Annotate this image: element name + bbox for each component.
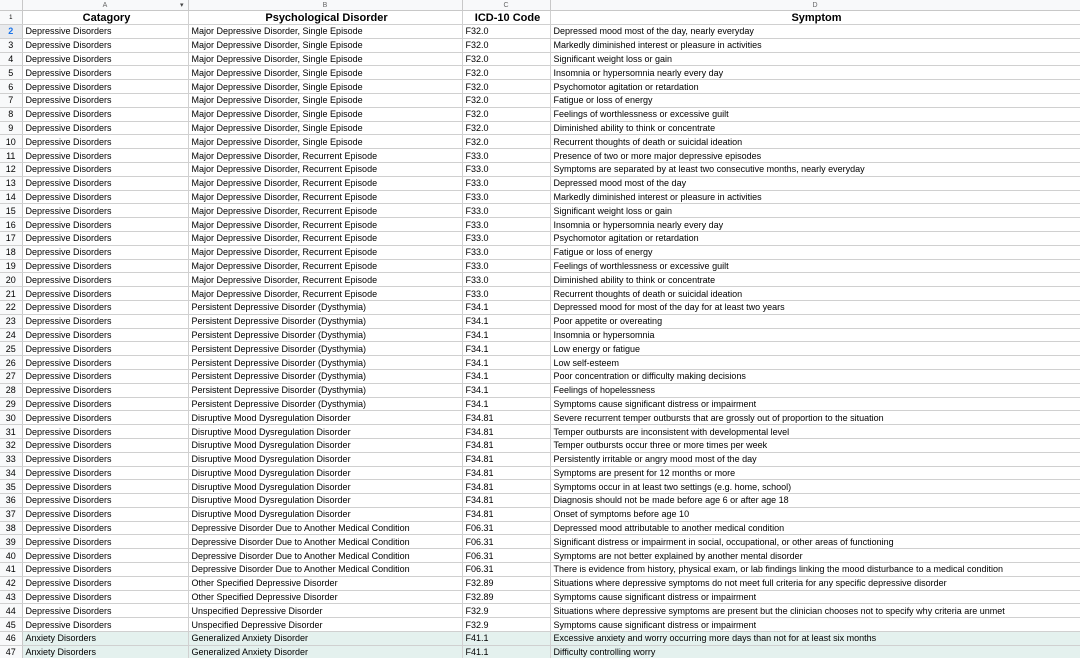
row-number[interactable]: 32 [0, 438, 22, 452]
cell-disorder[interactable]: Unspecified Depressive Disorder [188, 604, 462, 618]
table-row [0, 452, 1080, 466]
cell-category[interactable]: Anxiety Disorders [22, 645, 188, 658]
row-number[interactable]: 25 [0, 342, 22, 356]
cell-symptom[interactable]: Recurrent thoughts of death or suicidal ideation [550, 287, 1080, 301]
table-row [0, 204, 1080, 218]
row-number[interactable]: 10 [0, 135, 22, 149]
cell-symptom[interactable]: Fatigue or loss of energy [550, 245, 1080, 259]
cell-category[interactable]: Depressive Disorders [22, 204, 188, 218]
cell-category[interactable]: Depressive Disorders [22, 314, 188, 328]
cell-symptom[interactable]: Significant weight loss or gain [550, 52, 1080, 66]
cell-category[interactable]: Depressive Disorders [22, 521, 188, 535]
table-row [0, 176, 1080, 190]
cell-disorder[interactable]: Disruptive Mood Dysregulation Disorder [188, 507, 462, 521]
cell-symptom[interactable]: Feelings of hopelessness [550, 383, 1080, 397]
header-cell-category[interactable]: Catagory [22, 11, 188, 25]
table-row [0, 632, 1080, 646]
cell-disorder[interactable]: Disruptive Mood Dysregulation Disorder [188, 480, 462, 494]
cell-symptom[interactable]: Situations where depressive symptoms are present but the clinician chooses not to specify why criteria are unmet [550, 604, 1080, 618]
cell-code[interactable]: F32.0 [462, 52, 550, 66]
cell-code[interactable]: F34.1 [462, 300, 550, 314]
column-letter: B [322, 1, 328, 9]
row-number[interactable]: 12 [0, 162, 22, 176]
cell-category[interactable]: Depressive Disorders [22, 411, 188, 425]
table-row [0, 25, 1080, 39]
cell-code[interactable]: F33.0 [462, 259, 550, 273]
cell-code[interactable]: F33.0 [462, 245, 550, 259]
row-number[interactable]: 38 [0, 521, 22, 535]
cell-code[interactable]: F34.1 [462, 369, 550, 383]
column-header-c[interactable] [462, 0, 550, 11]
cell-code[interactable]: F34.81 [462, 480, 550, 494]
cell-symptom[interactable]: Symptoms are not better explained by another mental disorder [550, 549, 1080, 563]
table-row [0, 411, 1080, 425]
cell-category[interactable]: Anxiety Disorders [22, 632, 188, 646]
row-number[interactable]: 2 [0, 25, 22, 39]
cell-disorder[interactable]: Depressive Disorder Due to Another Medical Condition [188, 549, 462, 563]
cell-disorder[interactable]: Persistent Depressive Disorder (Dysthymia) [188, 342, 462, 356]
cell-category[interactable]: Depressive Disorders [22, 563, 188, 577]
cell-disorder[interactable]: Disruptive Mood Dysregulation Disorder [188, 466, 462, 480]
row-number[interactable]: 20 [0, 273, 22, 287]
cell-disorder[interactable]: Major Depressive Disorder, Single Episode [188, 38, 462, 52]
cell-code[interactable]: F32.9 [462, 604, 550, 618]
row-number[interactable]: 24 [0, 328, 22, 342]
cell-code[interactable]: F33.0 [462, 176, 550, 190]
table-row [0, 466, 1080, 480]
cell-code[interactable]: F33.0 [462, 287, 550, 301]
cell-disorder[interactable]: Persistent Depressive Disorder (Dysthymia) [188, 383, 462, 397]
cell-symptom[interactable]: Symptoms are present for 12 months or more [550, 466, 1080, 480]
row-number[interactable]: 3 [0, 38, 22, 52]
select-all-corner[interactable] [0, 0, 22, 11]
cell-category[interactable]: Depressive Disorders [22, 93, 188, 107]
cell-symptom[interactable]: Insomnia or hypersomnia [550, 328, 1080, 342]
cell-category[interactable]: Depressive Disorders [22, 80, 188, 94]
column-header-row [0, 0, 1080, 11]
table-row [0, 563, 1080, 577]
cell-code[interactable]: F34.81 [462, 507, 550, 521]
cell-symptom[interactable]: There is evidence from history, physical exam, or lab findings linking the mood disturbance to a medical condition [550, 563, 1080, 577]
cell-symptom[interactable]: Depressed mood attributable to another medical condition [550, 521, 1080, 535]
cell-disorder[interactable]: Persistent Depressive Disorder (Dysthymia) [188, 328, 462, 342]
cell-symptom[interactable]: Symptoms are separated by at least two consecutive months, nearly everyday [550, 162, 1080, 176]
cell-code[interactable]: F33.0 [462, 149, 550, 163]
row-number[interactable]: 29 [0, 397, 22, 411]
table-row [0, 135, 1080, 149]
cell-disorder[interactable]: Major Depressive Disorder, Single Episode [188, 107, 462, 121]
cell-code[interactable]: F32.0 [462, 135, 550, 149]
cell-category[interactable]: Depressive Disorders [22, 176, 188, 190]
table-row [0, 66, 1080, 80]
cell-category[interactable]: Depressive Disorders [22, 328, 188, 342]
cell-code[interactable]: F34.81 [462, 452, 550, 466]
column-header-a[interactable] [22, 0, 188, 11]
cell-code[interactable]: F06.31 [462, 535, 550, 549]
cell-category[interactable]: Depressive Disorders [22, 480, 188, 494]
cell-disorder[interactable]: Major Depressive Disorder, Single Episode [188, 135, 462, 149]
cell-category[interactable]: Depressive Disorders [22, 369, 188, 383]
table-row [0, 218, 1080, 232]
row-number[interactable]: 16 [0, 218, 22, 232]
header-row [0, 11, 1080, 25]
cell-category[interactable]: Depressive Disorders [22, 287, 188, 301]
row-number[interactable]: 37 [0, 507, 22, 521]
table-row [0, 190, 1080, 204]
cell-category[interactable]: Depressive Disorders [22, 535, 188, 549]
cell-disorder[interactable]: Major Depressive Disorder, Single Episode [188, 93, 462, 107]
cell-symptom[interactable]: Psychomotor agitation or retardation [550, 80, 1080, 94]
row-number[interactable]: 14 [0, 190, 22, 204]
table-row [0, 342, 1080, 356]
cell-code[interactable]: F06.31 [462, 549, 550, 563]
cell-symptom[interactable]: Situations where depressive symptoms do not meet full criteria for any specific depressive disorder [550, 576, 1080, 590]
cell-code[interactable]: F34.1 [462, 397, 550, 411]
cell-symptom[interactable]: Markedly diminished interest or pleasure in activities [550, 38, 1080, 52]
row-number[interactable]: 33 [0, 452, 22, 466]
cell-symptom[interactable]: Onset of symptoms before age 10 [550, 507, 1080, 521]
cell-disorder[interactable]: Disruptive Mood Dysregulation Disorder [188, 494, 462, 508]
row-number[interactable]: 5 [0, 66, 22, 80]
table-row [0, 438, 1080, 452]
cell-disorder[interactable]: Major Depressive Disorder, Single Episode [188, 80, 462, 94]
cell-code[interactable]: F32.89 [462, 590, 550, 604]
table-row [0, 121, 1080, 135]
cell-symptom[interactable]: Difficulty controlling worry [550, 645, 1080, 658]
table-row [0, 645, 1080, 658]
cell-category[interactable]: Depressive Disorders [22, 162, 188, 176]
cell-disorder[interactable]: Generalized Anxiety Disorder [188, 632, 462, 646]
cell-symptom[interactable]: Diminished ability to think or concentrate [550, 121, 1080, 135]
table-row [0, 494, 1080, 508]
cell-symptom[interactable]: Feelings of worthlessness or excessive guilt [550, 107, 1080, 121]
cell-category[interactable]: Depressive Disorders [22, 590, 188, 604]
row-number[interactable]: 30 [0, 411, 22, 425]
cell-symptom[interactable]: Depressed mood most of the day, nearly everyday [550, 25, 1080, 39]
cell-category[interactable]: Depressive Disorders [22, 25, 188, 39]
row-number[interactable]: 9 [0, 121, 22, 135]
header-cell-symptom[interactable]: Symptom [550, 11, 1080, 25]
cell-symptom[interactable]: Markedly diminished interest or pleasure in activities [550, 190, 1080, 204]
table-row [0, 383, 1080, 397]
table-row [0, 314, 1080, 328]
cell-symptom[interactable]: Significant weight loss or gain [550, 204, 1080, 218]
row-number[interactable]: 23 [0, 314, 22, 328]
column-header-d[interactable] [550, 0, 1080, 11]
table-row [0, 245, 1080, 259]
cell-category[interactable]: Depressive Disorders [22, 38, 188, 52]
row-number[interactable]: 6 [0, 80, 22, 94]
cell-symptom[interactable]: Diagnosis should not be made before age 6 or after age 18 [550, 494, 1080, 508]
row-number[interactable]: 26 [0, 356, 22, 370]
cell-code[interactable]: F32.0 [462, 121, 550, 135]
cell-disorder[interactable]: Major Depressive Disorder, Recurrent Episode [188, 231, 462, 245]
row-number[interactable]: 31 [0, 425, 22, 439]
cell-symptom[interactable]: Low energy or fatigue [550, 342, 1080, 356]
table-row [0, 535, 1080, 549]
cell-symptom[interactable]: Persistently irritable or angry mood most of the day [550, 452, 1080, 466]
cell-code[interactable]: F33.0 [462, 204, 550, 218]
cell-category[interactable]: Depressive Disorders [22, 549, 188, 563]
cell-code[interactable]: F34.1 [462, 328, 550, 342]
table-row [0, 521, 1080, 535]
cell-code[interactable]: F41.1 [462, 632, 550, 646]
cell-category[interactable]: Depressive Disorders [22, 576, 188, 590]
row-number[interactable]: 43 [0, 590, 22, 604]
cell-code[interactable]: F33.0 [462, 190, 550, 204]
table-row [0, 300, 1080, 314]
table-row [0, 149, 1080, 163]
cell-disorder[interactable]: Major Depressive Disorder, Single Episode [188, 25, 462, 39]
cell-disorder[interactable]: Generalized Anxiety Disorder [188, 645, 462, 658]
table-row [0, 162, 1080, 176]
row-number[interactable]: 18 [0, 245, 22, 259]
cell-category[interactable]: Depressive Disorders [22, 452, 188, 466]
cell-symptom[interactable]: Fatigue or loss of energy [550, 93, 1080, 107]
table-row [0, 259, 1080, 273]
row-number[interactable]: 27 [0, 369, 22, 383]
cell-code[interactable]: F32.0 [462, 38, 550, 52]
cell-disorder[interactable]: Major Depressive Disorder, Recurrent Episode [188, 245, 462, 259]
cell-symptom[interactable]: Psychomotor agitation or retardation [550, 231, 1080, 245]
cell-symptom[interactable]: Poor concentration or difficulty making decisions [550, 369, 1080, 383]
cell-symptom[interactable]: Temper outbursts occur three or more times per week [550, 438, 1080, 452]
table-row [0, 397, 1080, 411]
table-row [0, 356, 1080, 370]
cell-category[interactable]: Depressive Disorders [22, 121, 188, 135]
cell-symptom[interactable]: Diminished ability to think or concentrate [550, 273, 1080, 287]
cell-category[interactable]: Depressive Disorders [22, 494, 188, 508]
cell-symptom[interactable]: Feelings of worthlessness or excessive guilt [550, 259, 1080, 273]
cell-category[interactable]: Depressive Disorders [22, 300, 188, 314]
cell-disorder[interactable]: Major Depressive Disorder, Recurrent Episode [188, 287, 462, 301]
cell-disorder[interactable]: Depressive Disorder Due to Another Medical Condition [188, 563, 462, 577]
cell-category[interactable]: Depressive Disorders [22, 66, 188, 80]
cell-disorder[interactable]: Major Depressive Disorder, Recurrent Episode [188, 149, 462, 163]
table-row [0, 52, 1080, 66]
cell-symptom[interactable]: Symptoms cause significant distress or impairment [550, 618, 1080, 632]
cell-disorder[interactable]: Major Depressive Disorder, Recurrent Episode [188, 259, 462, 273]
table-row [0, 590, 1080, 604]
cell-disorder[interactable]: Major Depressive Disorder, Recurrent Episode [188, 176, 462, 190]
cell-code[interactable]: F32.0 [462, 66, 550, 80]
cell-symptom[interactable]: Presence of two or more major depressive episodes [550, 149, 1080, 163]
cell-code[interactable]: F06.31 [462, 521, 550, 535]
cell-code[interactable]: F33.0 [462, 273, 550, 287]
row-number[interactable]: 8 [0, 107, 22, 121]
row-number[interactable]: 28 [0, 383, 22, 397]
cell-category[interactable]: Depressive Disorders [22, 397, 188, 411]
cell-symptom[interactable]: Significant distress or impairment in social, occupational, or other areas of functioning [550, 535, 1080, 549]
cell-code[interactable]: F34.81 [462, 466, 550, 480]
cell-disorder[interactable]: Disruptive Mood Dysregulation Disorder [188, 425, 462, 439]
cell-code[interactable]: F34.81 [462, 438, 550, 452]
table-row [0, 618, 1080, 632]
cell-disorder[interactable]: Persistent Depressive Disorder (Dysthymia) [188, 300, 462, 314]
cell-symptom[interactable]: Depressed mood for most of the day for at least two years [550, 300, 1080, 314]
header-cell-code[interactable]: ICD-10 Code [462, 11, 550, 25]
cell-category[interactable]: Depressive Disorders [22, 466, 188, 480]
cell-code[interactable]: F06.31 [462, 563, 550, 577]
cell-disorder[interactable]: Major Depressive Disorder, Recurrent Episode [188, 273, 462, 287]
cell-code[interactable]: F32.0 [462, 25, 550, 39]
header-cell-disorder[interactable]: Psychological Disorder [188, 11, 462, 25]
cell-category[interactable]: Depressive Disorders [22, 425, 188, 439]
cell-disorder[interactable]: Major Depressive Disorder, Recurrent Episode [188, 190, 462, 204]
table-row [0, 231, 1080, 245]
row-number[interactable]: 44 [0, 604, 22, 618]
row-number[interactable]: 46 [0, 632, 22, 646]
cell-code[interactable]: F34.81 [462, 411, 550, 425]
cell-disorder[interactable]: Depressive Disorder Due to Another Medical Condition [188, 521, 462, 535]
cell-symptom[interactable]: Insomnia or hypersomnia nearly every day [550, 218, 1080, 232]
cell-code[interactable]: F32.9 [462, 618, 550, 632]
cell-symptom[interactable]: Severe recurrent temper outbursts that are grossly out of proportion to the situation [550, 411, 1080, 425]
cell-disorder[interactable]: Persistent Depressive Disorder (Dysthymia) [188, 369, 462, 383]
cell-code[interactable]: F34.81 [462, 425, 550, 439]
cell-code[interactable]: F34.1 [462, 356, 550, 370]
cell-category[interactable]: Depressive Disorders [22, 438, 188, 452]
cell-symptom[interactable]: Temper outbursts are inconsistent with developmental level [550, 425, 1080, 439]
cell-symptom[interactable]: Excessive anxiety and worry occurring more days than not for at least six months [550, 632, 1080, 646]
cell-symptom[interactable]: Insomnia or hypersomnia nearly every day [550, 66, 1080, 80]
cell-code[interactable]: F34.81 [462, 494, 550, 508]
cell-code[interactable]: F32.89 [462, 576, 550, 590]
cell-category[interactable]: Depressive Disorders [22, 507, 188, 521]
cell-disorder[interactable]: Disruptive Mood Dysregulation Disorder [188, 438, 462, 452]
table-row [0, 287, 1080, 301]
row-number[interactable]: 22 [0, 300, 22, 314]
row-number[interactable]: 40 [0, 549, 22, 563]
cell-code[interactable]: F34.1 [462, 342, 550, 356]
cell-symptom[interactable]: Recurrent thoughts of death or suicidal ideation [550, 135, 1080, 149]
row-number[interactable]: 47 [0, 645, 22, 658]
cell-symptom[interactable]: Low self-esteem [550, 356, 1080, 370]
cell-code[interactable]: F33.0 [462, 162, 550, 176]
cell-disorder[interactable]: Other Specified Depressive Disorder [188, 590, 462, 604]
cell-category[interactable]: Depressive Disorders [22, 259, 188, 273]
table-row [0, 507, 1080, 521]
cell-category[interactable]: Depressive Disorders [22, 52, 188, 66]
cell-symptom[interactable]: Poor appetite or overeating [550, 314, 1080, 328]
cell-code[interactable]: F33.0 [462, 231, 550, 245]
cell-code[interactable]: F32.0 [462, 80, 550, 94]
cell-disorder[interactable]: Persistent Depressive Disorder (Dysthymia) [188, 397, 462, 411]
cell-disorder[interactable]: Disruptive Mood Dysregulation Disorder [188, 452, 462, 466]
row-number[interactable]: 42 [0, 576, 22, 590]
table-row [0, 425, 1080, 439]
cell-category[interactable]: Depressive Disorders [22, 135, 188, 149]
cell-category[interactable]: Depressive Disorders [22, 190, 188, 204]
table-row [0, 38, 1080, 52]
cell-category[interactable]: Depressive Disorders [22, 342, 188, 356]
cell-code[interactable]: F41.1 [462, 645, 550, 658]
cell-code[interactable]: F34.1 [462, 314, 550, 328]
column-letter: A [102, 1, 108, 9]
table-row [0, 549, 1080, 563]
cell-disorder[interactable]: Persistent Depressive Disorder (Dysthymia) [188, 314, 462, 328]
cell-disorder[interactable]: Persistent Depressive Disorder (Dysthymia) [188, 356, 462, 370]
cell-category[interactable]: Depressive Disorders [22, 149, 188, 163]
cell-symptom[interactable]: Symptoms occur in at least two settings (e.g. home, school) [550, 480, 1080, 494]
row-number[interactable]: 45 [0, 618, 22, 632]
column-header-b[interactable] [188, 0, 462, 11]
cell-category[interactable]: Depressive Disorders [22, 356, 188, 370]
row-number[interactable]: 36 [0, 494, 22, 508]
cell-disorder[interactable]: Major Depressive Disorder, Single Episode [188, 121, 462, 135]
table-row [0, 273, 1080, 287]
cell-category[interactable]: Depressive Disorders [22, 618, 188, 632]
row-number[interactable]: 7 [0, 93, 22, 107]
row-number[interactable]: 13 [0, 176, 22, 190]
row-number[interactable]: 11 [0, 149, 22, 163]
row-number[interactable]: 1 [0, 11, 22, 25]
cell-category[interactable]: Depressive Disorders [22, 604, 188, 618]
row-number[interactable]: 4 [0, 52, 22, 66]
cell-code[interactable]: F32.0 [462, 93, 550, 107]
table-row [0, 328, 1080, 342]
table-row [0, 604, 1080, 618]
column-letter: D [812, 1, 818, 9]
row-number[interactable]: 19 [0, 259, 22, 273]
cell-category[interactable]: Depressive Disorders [22, 107, 188, 121]
cell-disorder[interactable]: Major Depressive Disorder, Single Episode [188, 52, 462, 66]
cell-symptom[interactable]: Depressed mood most of the day [550, 176, 1080, 190]
cell-code[interactable]: F34.1 [462, 383, 550, 397]
table-row [0, 480, 1080, 494]
cell-disorder[interactable]: Major Depressive Disorder, Recurrent Episode [188, 162, 462, 176]
cell-category[interactable]: Depressive Disorders [22, 383, 188, 397]
cell-disorder[interactable]: Unspecified Depressive Disorder [188, 618, 462, 632]
cell-category[interactable]: Depressive Disorders [22, 273, 188, 287]
row-number[interactable]: 39 [0, 535, 22, 549]
cell-disorder[interactable]: Other Specified Depressive Disorder [188, 576, 462, 590]
cell-symptom[interactable]: Symptoms cause significant distress or impairment [550, 397, 1080, 411]
dropdown-arrow-icon[interactable]: ▾ [179, 2, 184, 9]
row-number[interactable]: 34 [0, 466, 22, 480]
cell-code[interactable]: F33.0 [462, 218, 550, 232]
cell-category[interactable]: Depressive Disorders [22, 231, 188, 245]
cell-symptom[interactable]: Symptoms cause significant distress or impairment [550, 590, 1080, 604]
cell-disorder[interactable]: Major Depressive Disorder, Recurrent Episode [188, 204, 462, 218]
row-number[interactable]: 35 [0, 480, 22, 494]
row-number[interactable]: 21 [0, 287, 22, 301]
cell-disorder[interactable]: Major Depressive Disorder, Recurrent Episode [188, 218, 462, 232]
table-row [0, 369, 1080, 383]
cell-disorder[interactable]: Major Depressive Disorder, Single Episode [188, 66, 462, 80]
row-number[interactable]: 41 [0, 563, 22, 577]
row-number[interactable]: 17 [0, 231, 22, 245]
cell-category[interactable]: Depressive Disorders [22, 218, 188, 232]
table-row [0, 576, 1080, 590]
table-row [0, 93, 1080, 107]
column-letter: C [503, 1, 509, 9]
cell-code[interactable]: F32.0 [462, 107, 550, 121]
table-row [0, 107, 1080, 121]
row-number[interactable]: 15 [0, 204, 22, 218]
cell-disorder[interactable]: Depressive Disorder Due to Another Medical Condition [188, 535, 462, 549]
cell-disorder[interactable]: Disruptive Mood Dysregulation Disorder [188, 411, 462, 425]
cell-category[interactable]: Depressive Disorders [22, 245, 188, 259]
table-row [0, 80, 1080, 94]
